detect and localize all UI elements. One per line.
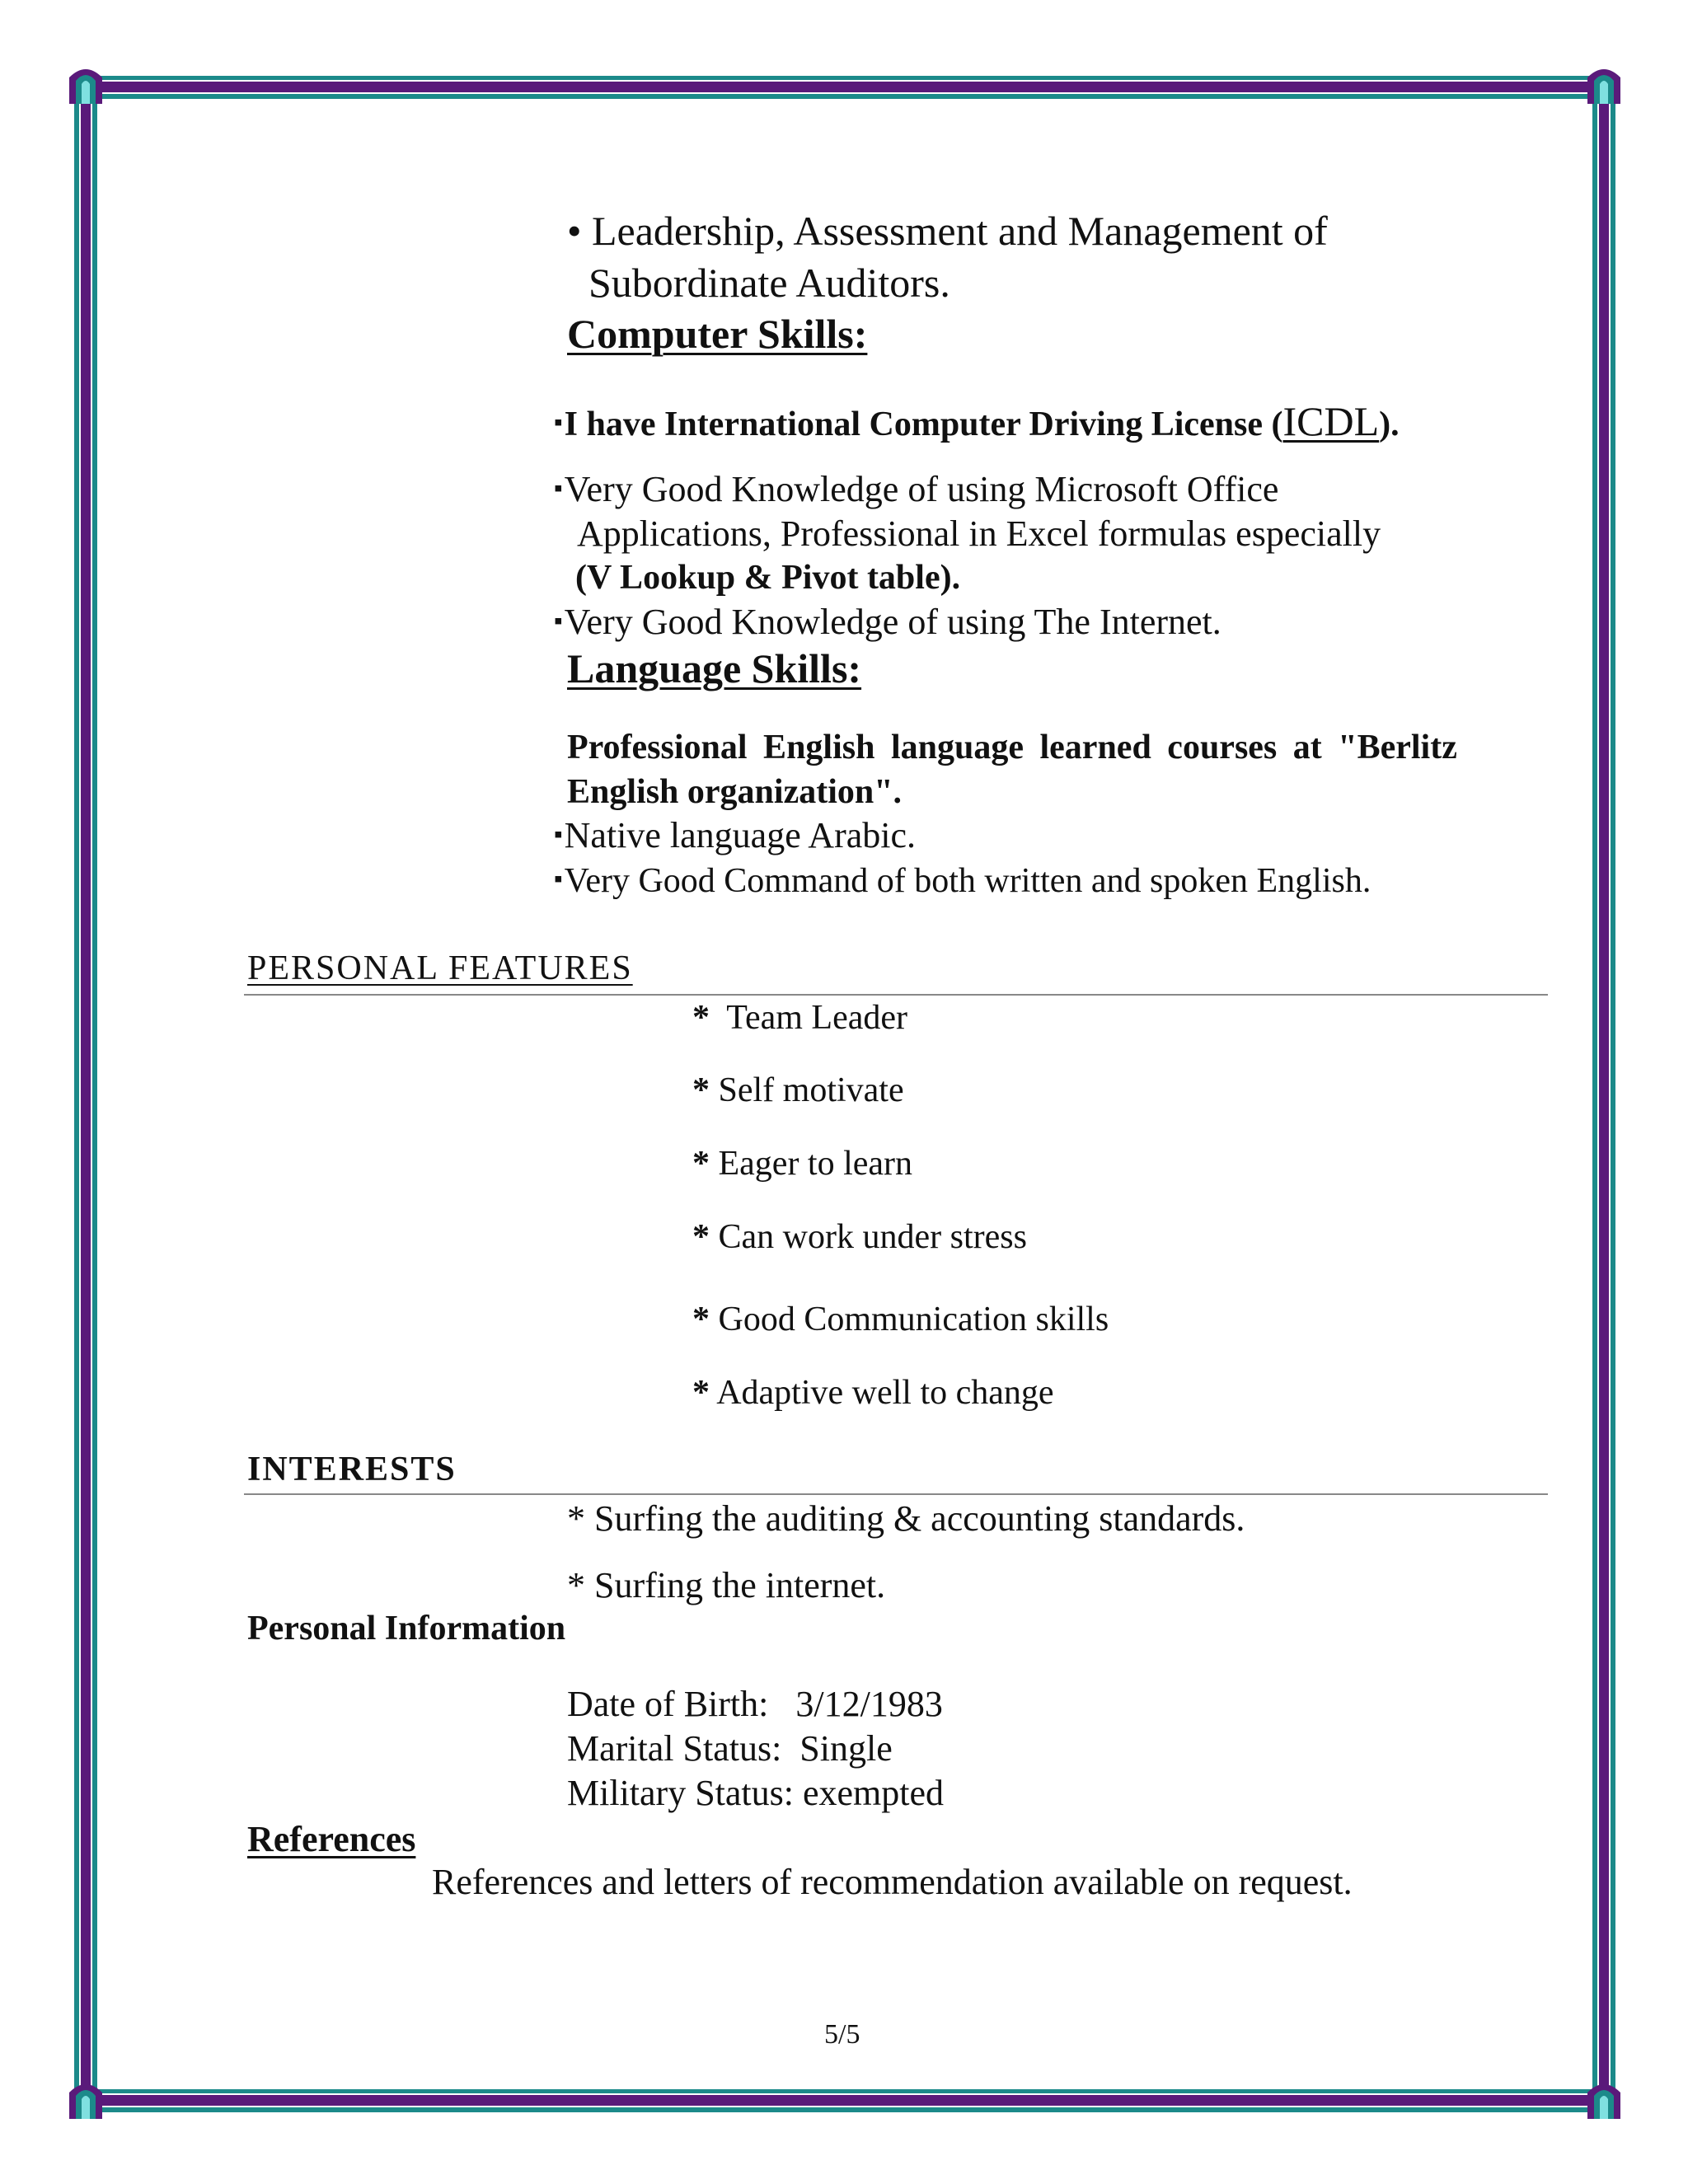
leadership-line-1: • Leadership, Assessment and Management of [567,208,1328,254]
military-status: Military Status: exempted [567,1773,945,1813]
feature-item [692,1001,907,1035]
office-item-line-3: (V Lookup & Pivot table). [575,559,961,597]
border-top [73,76,1615,99]
star-bullet: * [692,1071,710,1109]
bullet-square-icon: ▪ [554,865,563,893]
corner-ornament-icon [66,66,106,105]
feature-text: Can work under stress [718,1218,1027,1256]
feature-text: Eager to learn [718,1145,913,1183]
english-command-item [554,864,1371,898]
computer-skills-heading: Computer Skills: [567,311,868,357]
feature-item [692,1220,1027,1254]
border-right [1592,76,1615,2111]
corner-ornament-icon [66,2081,106,2121]
icdl-text-pre: I have International Computer Driving License ( [564,405,1283,443]
corner-ornament-icon [1584,66,1624,105]
icdl-abbr: ICDL [1282,398,1380,444]
star-bullet: * [692,1374,710,1412]
star-bullet: * [692,1301,710,1338]
star-bullet: * [692,1218,710,1256]
star-bullet: * [692,999,710,1037]
office-text-1: Very Good Knowledge of using Microsoft Office [564,469,1279,509]
english-command-text: Very Good Command of both written and spoken English. [564,862,1372,900]
icdl-item [554,398,1400,444]
internet-text: Very Good Knowledge of using The Internet. [564,602,1221,642]
border-bottom [73,2089,1615,2112]
internet-item [554,604,1221,640]
berlitz-line-2: English organization". [567,773,903,811]
feature-text: Good Communication skills [718,1301,1109,1338]
feature-item [692,1146,912,1181]
berlitz-line-1: Professional English language learned courses at "Berlitz [567,729,1457,766]
star-bullet: * [692,1145,710,1183]
feature-item [692,1073,904,1108]
marital-status: Marital Status: Single [567,1728,893,1769]
page-number: 5/5 [824,2019,860,2050]
office-item-line-1 [554,471,1278,508]
icdl-text-post: ). [1379,405,1400,443]
bullet-square-icon: ▪ [554,607,563,635]
feature-item [692,1376,1054,1410]
references-text: References and letters of recommendation available on request. [432,1862,1353,1902]
native-language-text: Native language Arabic. [564,815,917,855]
section-divider [244,1493,1548,1495]
personal-information-heading: Personal Information [247,1610,566,1647]
interests-heading: INTERESTS [247,1451,457,1488]
references-heading: References [247,1819,416,1859]
interest-item: * Surfing the auditing & accounting standards. [567,1498,1245,1539]
bullet-square-icon: ▪ [554,475,563,502]
personal-features-heading: PERSONAL FEATURES [247,949,633,987]
section-divider [244,994,1548,996]
feature-item [692,1302,1109,1337]
corner-ornament-icon [1584,2081,1624,2121]
feature-text: Team Leader [726,999,907,1037]
border-left [74,76,97,2111]
native-language-item [554,815,917,855]
bullet-square-icon: ▪ [554,821,563,848]
date-of-birth: Date of Birth: 3/12/1983 [567,1684,943,1724]
leadership-line-2: Subordinate Auditors. [588,260,950,306]
bullet-square-icon: ▪ [554,409,563,436]
feature-text: Adaptive well to change [716,1374,1054,1412]
interest-item: * Surfing the internet. [567,1565,886,1605]
language-skills-heading: Language Skills: [567,645,862,691]
office-item-line-2: Applications, Professional in Excel formulas especially [577,513,1381,554]
feature-text: Self motivate [718,1071,904,1109]
